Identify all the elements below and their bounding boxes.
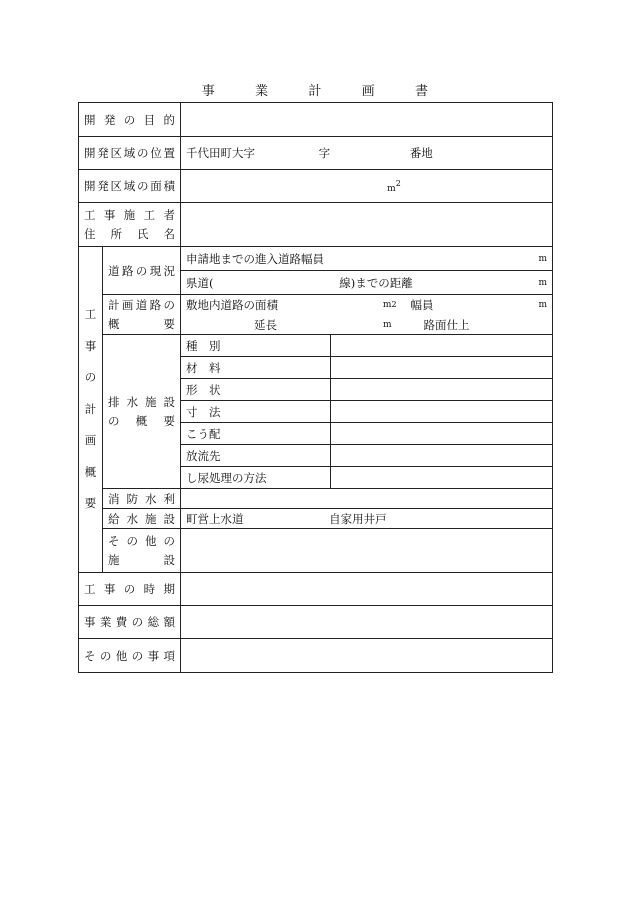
row-area	[79, 170, 553, 203]
title-char: 計	[308, 84, 322, 99]
location-town: 千代田町大字	[186, 146, 255, 160]
drainage-item-label: 材 料	[181, 357, 331, 379]
justified-label: 工 事 の 時 期	[84, 582, 175, 596]
purpose-field[interactable]	[181, 103, 553, 137]
row-other-matters	[79, 639, 553, 673]
period-field[interactable]	[181, 573, 553, 606]
justified-label: 給 水 施 設	[108, 511, 175, 526]
justified-label: 開 発 区 域 の 位 置	[84, 146, 175, 160]
fire-water-label	[103, 489, 181, 509]
justified-label: 概 要	[108, 317, 175, 331]
justified-label: 事 業 費 の 総 額	[84, 615, 175, 629]
area-unit-sup: 2	[395, 178, 401, 188]
other-facilities-field[interactable]	[181, 529, 553, 573]
contractor-label	[79, 203, 181, 247]
justified-label: そ の 他 の	[108, 534, 175, 548]
justified-label: 開 発 区 域 の 面 積	[84, 179, 175, 193]
justified-label: 施 設	[108, 553, 175, 567]
row-drainage-1	[79, 335, 553, 357]
water-supply-field[interactable]	[181, 509, 553, 529]
cost-label	[79, 606, 181, 639]
drainage-item-label: 種 別	[181, 335, 331, 357]
road-width-text: 申請地までの進入道路幅員	[186, 251, 324, 266]
location-label	[79, 137, 181, 170]
location-field[interactable]	[181, 137, 553, 170]
prefectural-road-unit: m	[538, 277, 548, 288]
title-char: 書	[414, 84, 429, 99]
justified-label: 消 防 水 利	[108, 491, 175, 506]
contractor-field[interactable]	[181, 203, 553, 247]
water-supply-label	[103, 509, 181, 529]
road-plan-surface-text: 路面仕上	[423, 317, 470, 332]
drainage-item-field[interactable]	[331, 423, 553, 445]
drainage-item-label: こう配	[181, 423, 331, 445]
drainage-item-field[interactable]	[331, 335, 553, 357]
business-plan-form	[78, 102, 553, 673]
row-contractor	[79, 203, 553, 247]
justified-label: 道 路 の 現 況	[108, 263, 175, 278]
period-label	[79, 573, 181, 606]
justified-label: 開 発 の 目 的	[84, 112, 175, 127]
justified-label: 排 水 施 設	[108, 395, 175, 409]
drainage-label	[103, 335, 181, 489]
title-char: 業	[255, 84, 269, 99]
road-plan-area-unit: m	[382, 299, 392, 310]
road-current-line1[interactable]	[181, 247, 553, 271]
drainage-item-field[interactable]	[331, 401, 553, 423]
road-plan-width-unit: m	[538, 299, 547, 310]
road-plan-length-text: 延長	[254, 317, 277, 332]
vertical-label: 工 事 の 計 画 概 要	[84, 307, 97, 511]
other-facilities-label	[103, 529, 181, 573]
other-matters-field[interactable]	[181, 639, 553, 673]
row-period	[79, 573, 553, 606]
plan-group-label	[79, 247, 103, 573]
drainage-item-label: し尿処理の方法	[181, 467, 331, 489]
area-field[interactable]	[181, 170, 553, 203]
purpose-label	[79, 103, 181, 137]
prefectural-road-mid: 線)までの距離	[339, 275, 413, 290]
justified-label: の 概 要	[108, 414, 175, 428]
title-char: 画	[361, 84, 375, 99]
prefectural-road-text: 県道(	[186, 275, 214, 290]
row-location	[79, 137, 553, 170]
location-aza: 字	[318, 146, 331, 160]
area-unit: m	[387, 183, 396, 194]
row-other-facilities	[79, 529, 553, 573]
drainage-item-label: 放流先	[181, 445, 331, 467]
justified-label: 工 事 施 工 者	[84, 208, 175, 222]
road-plan-field[interactable]	[181, 295, 553, 335]
row-water-supply	[79, 509, 553, 529]
road-plan-area-unit-sup: 2	[391, 300, 397, 309]
cost-field[interactable]	[181, 606, 553, 639]
drainage-item-field[interactable]	[331, 467, 553, 489]
road-plan-width-text: 幅員	[410, 297, 434, 312]
justified-label: 計 画 道 路 の	[108, 298, 175, 312]
road-plan-label	[103, 295, 181, 335]
road-plan-length-unit: m	[383, 319, 392, 330]
drainage-item-field[interactable]	[331, 379, 553, 401]
drainage-item-field[interactable]	[331, 357, 553, 379]
row-fire-water	[79, 489, 553, 509]
area-label	[79, 170, 181, 203]
road-width-unit: m	[538, 253, 547, 264]
row-cost	[79, 606, 553, 639]
document-title	[0, 80, 630, 99]
location-banchi: 番地	[409, 146, 433, 160]
road-plan-area-text: 敷地内道路の面積	[186, 297, 278, 312]
title-char: 事	[201, 84, 216, 99]
drainage-item-label: 形 状	[181, 379, 331, 401]
justified-label: 住 所 氏 名	[84, 227, 175, 241]
road-current-line2[interactable]	[181, 271, 553, 295]
row-road-plan	[79, 295, 553, 335]
water-option-well: 自家用井戸	[329, 511, 387, 526]
water-option-municipal: 町営上水道	[186, 511, 244, 526]
fire-water-field[interactable]	[181, 489, 553, 509]
row-road-current-1	[79, 247, 553, 271]
row-purpose	[79, 103, 553, 137]
other-matters-label	[79, 639, 181, 673]
road-current-label	[103, 247, 181, 295]
justified-label: そ の 他 の 事 項	[84, 648, 175, 663]
drainage-item-label: 寸 法	[181, 401, 331, 423]
drainage-item-field[interactable]	[331, 445, 553, 467]
